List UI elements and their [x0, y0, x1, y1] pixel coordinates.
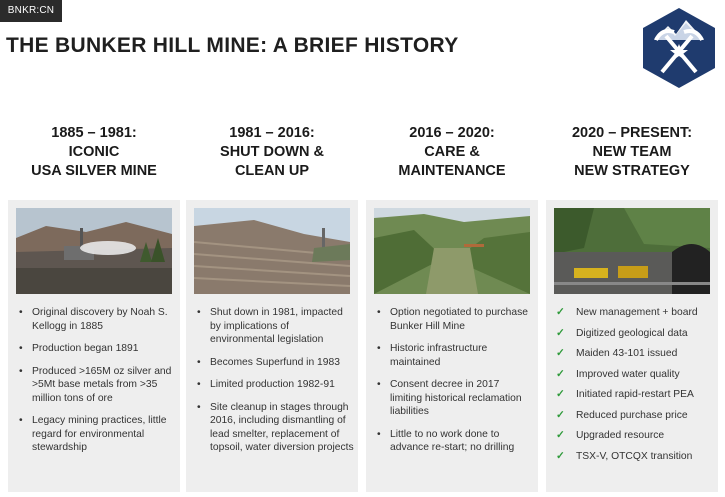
barren-hillside-photo — [194, 208, 350, 294]
bullet-list — [374, 306, 534, 464]
column-heading: 2020 – PRESENT: NEW TEAM NEW STRATEGY — [571, 125, 693, 179]
mine-portal-photo — [554, 208, 710, 294]
list-item: • Legacy mining practices, little regard for environmental stewardship — [16, 414, 176, 455]
timeline-column-1885 — [8, 118, 180, 453]
checklist — [554, 306, 714, 470]
ticker-badge: BNKR:CN — [0, 0, 62, 22]
list-item: • Shut down in 1981, impacted by implications of environmental legislation — [194, 306, 354, 347]
column-heading: 2016 – 2020: CARE & MAINTENANCE — [398, 125, 506, 179]
page-title: THE BUNKER HILL MINE: A BRIEF HISTORY — [6, 34, 459, 57]
list-item: • Option negotiated to purchase Bunker Hill Mine — [374, 306, 534, 333]
column-card — [546, 200, 718, 492]
bullet-list — [16, 306, 176, 464]
column-heading: 1885 – 1981: ICONIC USA SILVER MINE — [31, 125, 157, 179]
list-item: • Becomes Superfund in 1983 — [194, 356, 354, 370]
list-item: • Little to no work done to advance re-start; no drilling — [374, 428, 534, 455]
column-card — [366, 200, 538, 492]
timeline-column-2016 — [366, 118, 538, 453]
column-card — [186, 200, 358, 492]
list-item: ✓ TSX-V, OTCQX transition — [554, 450, 714, 464]
timeline-column-1981 — [186, 118, 358, 453]
list-item: ✓ Digitized geological data — [554, 327, 714, 341]
bullet-list — [194, 306, 354, 464]
list-item: • Historic infrastructure maintained — [374, 342, 534, 369]
company-logo-icon — [640, 6, 718, 90]
list-item: • Production began 1891 — [16, 342, 176, 356]
list-item: • Site cleanup in stages through 2016, including dismantling of lead smelter, replacement of topsoil, water diversion projects — [194, 401, 354, 455]
list-item: ✓ New management + board — [554, 306, 714, 320]
list-item: ✓ Maiden 43-101 issued — [554, 347, 714, 361]
list-item: ✓ Reduced purchase price — [554, 409, 714, 423]
list-item: • Limited production 1982-91 — [194, 378, 354, 392]
list-item: ✓ Improved water quality — [554, 368, 714, 382]
timeline-column-2020 — [546, 118, 718, 462]
list-item: • Consent decree in 2017 limiting historical reclamation liabilities — [374, 378, 534, 419]
green-valley-photo — [374, 208, 530, 294]
column-card — [8, 200, 180, 492]
list-item: • Produced >165M oz silver and >5Mt base metals from >35 million tons of ore — [16, 365, 176, 406]
column-heading: 1981 – 2016: SHUT DOWN & CLEAN UP — [220, 125, 324, 179]
industrial-mine-photo — [16, 208, 172, 294]
list-item: ✓ Initiated rapid-restart PEA — [554, 388, 714, 402]
list-item: ✓ Upgraded resource — [554, 429, 714, 443]
list-item: • Original discovery by Noah S. Kellogg in 1885 — [16, 306, 176, 333]
